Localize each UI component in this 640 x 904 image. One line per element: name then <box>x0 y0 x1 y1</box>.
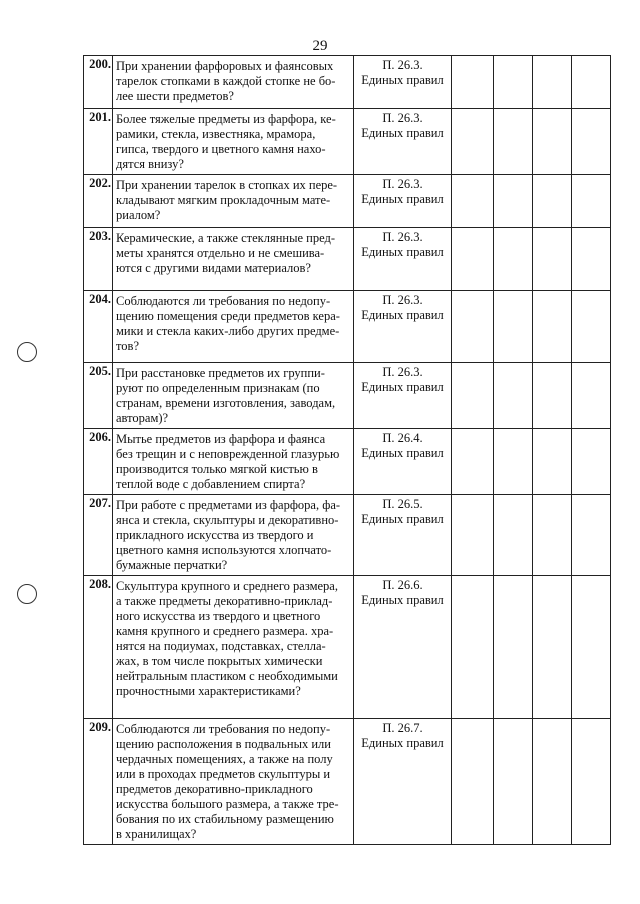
answer-cell[interactable] <box>533 175 572 228</box>
answer-cell[interactable] <box>533 363 572 429</box>
row-question: При расстановке предметов их группи- руют по определенным признакам (по странам, времени изготовления, заводам, авторам)? <box>113 363 354 429</box>
row-number: 200. <box>84 56 113 109</box>
checklist-table <box>83 55 611 845</box>
row-number: 208. <box>84 576 113 719</box>
row-number: 204. <box>84 291 113 363</box>
answer-cell[interactable] <box>572 363 611 429</box>
answer-cell[interactable] <box>572 228 611 291</box>
table-row <box>84 228 611 291</box>
table-row <box>84 291 611 363</box>
answer-cell[interactable] <box>533 228 572 291</box>
answer-cell[interactable] <box>494 56 533 109</box>
row-reference: П. 26.4. Единых правил <box>354 429 452 495</box>
answer-cell[interactable] <box>452 363 494 429</box>
table-row <box>84 109 611 175</box>
row-question: При работе с предметами из фарфора, фа- янса и стекла, скульптуры и декоративно- прикладного искусства из твердого и цветного камня используются хлопчато- бумажные перчатки? <box>113 495 354 576</box>
answer-cell[interactable] <box>494 429 533 495</box>
answer-cell[interactable] <box>533 495 572 576</box>
row-reference: П. 26.3. Единых правил <box>354 56 452 109</box>
answer-cell[interactable] <box>452 228 494 291</box>
answer-cell[interactable] <box>533 109 572 175</box>
answer-cell[interactable] <box>572 291 611 363</box>
answer-cell[interactable] <box>494 175 533 228</box>
answer-cell[interactable] <box>533 291 572 363</box>
answer-cell[interactable] <box>533 719 572 845</box>
row-number: 209. <box>84 719 113 845</box>
answer-cell[interactable] <box>494 109 533 175</box>
row-number: 206. <box>84 429 113 495</box>
page-number: 29 <box>312 38 328 54</box>
row-reference: П. 26.3. Единых правил <box>354 363 452 429</box>
answer-cell[interactable] <box>452 429 494 495</box>
row-question: Более тяжелые предметы из фарфора, ке- рамики, стекла, известняка, мрамора, гипса, твердого и цветного камня нахо- дятся внизу? <box>113 109 354 175</box>
answer-cell[interactable] <box>494 363 533 429</box>
answer-cell[interactable] <box>533 56 572 109</box>
table-row <box>84 363 611 429</box>
answer-cell[interactable] <box>494 495 533 576</box>
table-row <box>84 576 611 719</box>
table-row <box>84 719 611 845</box>
row-number: 202. <box>84 175 113 228</box>
row-question: При хранении тарелок в стопках их пере- кладывают мягким прокладочным мате- риалом? <box>113 175 354 228</box>
row-question: Скульптура крупного и среднего размера, а также предметы декоративно-приклад- ного искусства из твердого и цветного камня крупного и среднего размера. хра- нятся на подиумах, подставках, стелла- жах, в том числе покрытых химически нейтральным пластиком с необходимыми прочностными характеристиками? <box>113 576 354 719</box>
answer-cell[interactable] <box>452 175 494 228</box>
answer-cell[interactable] <box>572 109 611 175</box>
row-question: Соблюдаются ли требования по недопу- щению помещения среди предметов кера- мики и стекла каких-либо других предме- тов? <box>113 291 354 363</box>
answer-cell[interactable] <box>452 495 494 576</box>
row-number: 207. <box>84 495 113 576</box>
answer-cell[interactable] <box>572 719 611 845</box>
punch-hole-top <box>17 342 37 362</box>
answer-cell[interactable] <box>572 429 611 495</box>
answer-cell[interactable] <box>494 228 533 291</box>
answer-cell[interactable] <box>494 719 533 845</box>
answer-cell[interactable] <box>452 109 494 175</box>
row-question: Мытье предметов из фарфора и фаянса без трещин и с неповрежденной глазурью производится только мягкой кистью в теплой воде с добавлением спирта? <box>113 429 354 495</box>
row-reference: П. 26.3. Единых правил <box>354 228 452 291</box>
row-reference: П. 26.3. Единых правил <box>354 175 452 228</box>
answer-cell[interactable] <box>533 576 572 719</box>
row-question: Соблюдаются ли требования по недопу- щению расположения в подвальных или чердачных помещениях, а также на полу или в проходах предметов скульптуры и предметов декоративно-прикладного искусства большого размера, а также тре- бования по их стабильному размещению в хранилищах? <box>113 719 354 845</box>
answer-cell[interactable] <box>494 576 533 719</box>
row-question: При хранении фарфоровых и фаянсовых тарелок стопками в каждой стопке не бо- лее шести предметов? <box>113 56 354 109</box>
row-number: 205. <box>84 363 113 429</box>
row-reference: П. 26.7. Единых правил <box>354 719 452 845</box>
answer-cell[interactable] <box>572 175 611 228</box>
answer-cell[interactable] <box>452 56 494 109</box>
table-row <box>84 429 611 495</box>
answer-cell[interactable] <box>572 56 611 109</box>
answer-cell[interactable] <box>452 576 494 719</box>
row-reference: П. 26.3. Единых правил <box>354 291 452 363</box>
answer-cell[interactable] <box>572 576 611 719</box>
answer-cell[interactable] <box>452 719 494 845</box>
answer-cell[interactable] <box>533 429 572 495</box>
table-row <box>84 56 611 109</box>
row-number: 201. <box>84 109 113 175</box>
answer-cell[interactable] <box>452 291 494 363</box>
row-number: 203. <box>84 228 113 291</box>
row-reference: П. 26.5. Единых правил <box>354 495 452 576</box>
answer-cell[interactable] <box>494 291 533 363</box>
answer-cell[interactable] <box>572 495 611 576</box>
row-reference: П. 26.3. Единых правил <box>354 109 452 175</box>
row-reference: П. 26.6. Единых правил <box>354 576 452 719</box>
table-row <box>84 495 611 576</box>
punch-hole-bottom <box>17 584 37 604</box>
table-row <box>84 175 611 228</box>
row-question: Керамические, а также стеклянные пред- меты хранятся отдельно и не смешива- ются с другими видами материалов? <box>113 228 354 291</box>
